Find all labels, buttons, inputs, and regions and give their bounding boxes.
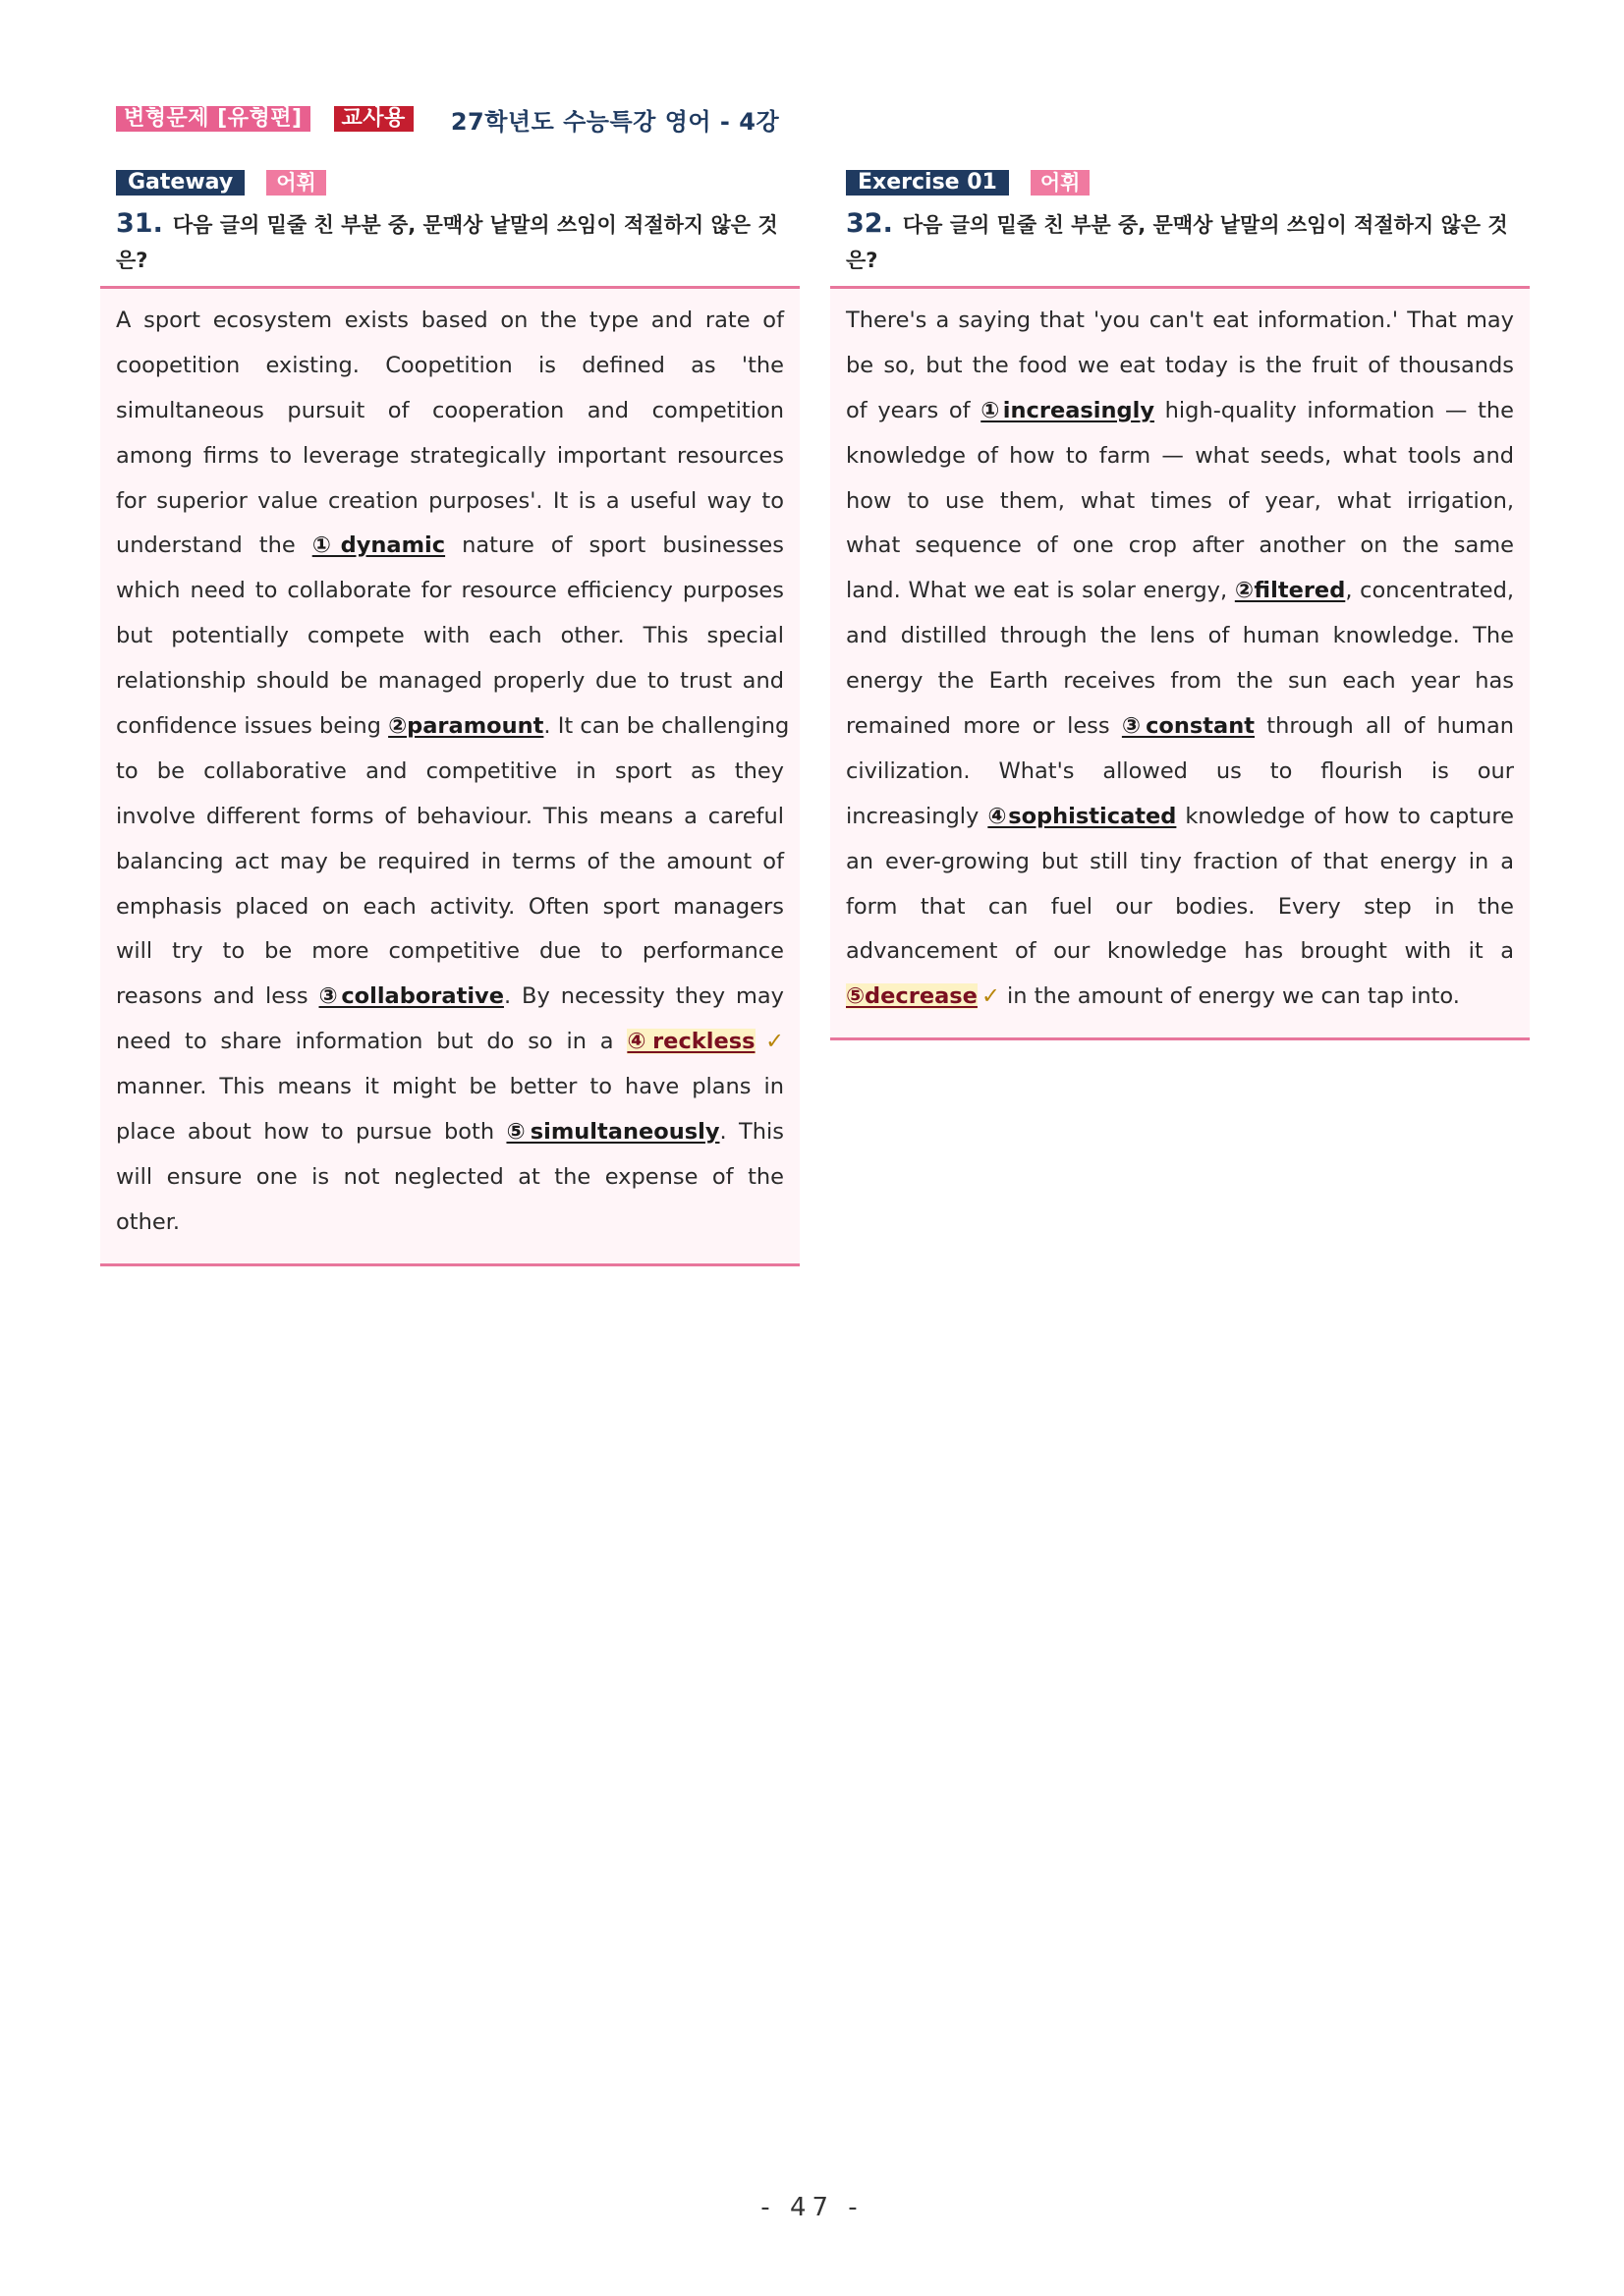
passage-line xyxy=(846,569,1514,614)
passage-line xyxy=(846,479,1514,525)
passage-text: be so, but the food we eat today is the fruit of thousands xyxy=(846,352,1514,378)
check-icon: ✓ xyxy=(980,983,1000,1010)
passage-line xyxy=(846,299,1514,344)
passage-line xyxy=(116,750,784,795)
passage-text: knowledge of how to capture xyxy=(1176,803,1514,829)
underlined-word: ③constant xyxy=(1121,713,1256,740)
passage-line xyxy=(846,750,1514,795)
passage-text: relationship should be managed properly due to trust and xyxy=(116,668,784,695)
type-tag: 변형문제 [유형편] xyxy=(116,106,310,132)
passage-text: among firms to leverage strategically important resources xyxy=(116,442,784,469)
teacher-tag: 교사용 xyxy=(334,106,414,132)
passage-text: need to share information but do so in a xyxy=(116,1029,628,1055)
passage-line xyxy=(846,929,1514,975)
passage-text: of years of xyxy=(846,397,981,423)
right-column xyxy=(830,169,1530,1040)
right-label-row xyxy=(846,169,1530,196)
passage-line xyxy=(846,659,1514,704)
passage-line xyxy=(116,569,784,614)
passage-line xyxy=(116,659,784,704)
passage-line xyxy=(846,975,1514,1020)
right-category-label: 어휘 xyxy=(1031,170,1091,196)
passage-line xyxy=(116,795,784,840)
underlined-word: ①dynamic xyxy=(311,532,446,559)
question-text: 다음 글의 밑줄 친 부분 중, 문맥상 낱말의 쓰임이 적절하지 않은 것은? xyxy=(116,213,778,272)
passage-text: remained more or less xyxy=(846,713,1122,740)
passage-line xyxy=(116,1155,784,1201)
check-icon: ✓ xyxy=(758,1029,784,1055)
passage-line xyxy=(116,704,790,750)
passage-text: to be collaborative and competitive in sport as they xyxy=(116,757,784,784)
passage-text: simultaneous pursuit of cooperation and competition xyxy=(116,397,784,423)
passage-line xyxy=(846,885,1514,930)
answer-word: ④reckless xyxy=(627,1029,756,1055)
passage-32 xyxy=(830,286,1530,1040)
passage-text: what sequence of one crop after another on the same xyxy=(846,532,1514,559)
passage-line xyxy=(116,929,784,975)
passage-text: civilization. What's allowed us to flourish is our xyxy=(846,757,1514,784)
passage-line xyxy=(116,1110,784,1155)
passage-text: . It can be challenging xyxy=(543,713,790,740)
passage-text: nature of sport businesses xyxy=(445,532,785,559)
passage-text: land. What we eat is solar energy, xyxy=(846,578,1235,604)
passage-text: in the amount of energy we can tap into. xyxy=(999,983,1460,1010)
passage-line xyxy=(116,975,784,1020)
question-number: 32. xyxy=(846,208,893,239)
passage-line xyxy=(846,795,1514,840)
passage-text: will try to be more competitive due to performance xyxy=(116,938,784,965)
passage-text: place about how to pursue both xyxy=(116,1119,507,1146)
passage-line xyxy=(116,524,784,569)
underlined-word: ②filtered xyxy=(1234,578,1346,604)
passage-text: increasingly xyxy=(846,803,988,829)
passage-text: high-quality information — the xyxy=(1154,397,1515,423)
passage-text: which need to collaborate for resource efficiency purposes xyxy=(116,578,784,604)
passage-line xyxy=(116,299,784,344)
exercise-label: Exercise 01 xyxy=(846,170,1009,196)
passage-line xyxy=(846,704,1514,750)
underlined-word: ②paramount xyxy=(388,713,544,740)
passage-line xyxy=(116,479,784,525)
passage-text: manner. This means it might be better to have plans in xyxy=(116,1074,784,1100)
passage-line xyxy=(116,840,784,885)
passage-line xyxy=(846,614,1514,659)
passage-text: energy the Earth receives from the sun each year has xyxy=(846,668,1514,695)
left-category-label: 어휘 xyxy=(266,170,326,196)
passage-text: , concentrated, xyxy=(1345,578,1515,604)
passage-line xyxy=(846,389,1514,434)
passage-text: other. xyxy=(116,1208,181,1235)
passage-text: involve different forms of behaviour. This means a careful xyxy=(116,803,784,829)
passage-line xyxy=(116,1065,784,1110)
passage-line xyxy=(116,1020,784,1065)
passage-line xyxy=(846,434,1514,479)
question-31 xyxy=(116,206,800,278)
passage-line xyxy=(846,524,1514,569)
passage-text: advancement of our knowledge has brought with it a xyxy=(846,938,1514,965)
page-header xyxy=(116,104,779,134)
underlined-word: ④sophisticated xyxy=(987,803,1177,829)
underlined-word: ①increasingly xyxy=(980,397,1154,423)
underlined-word: ③collaborative xyxy=(318,983,504,1010)
passage-line xyxy=(846,840,1514,885)
answer-word: ⑤decrease xyxy=(846,983,978,1010)
passage-text: A sport ecosystem exists based on the type and rate of xyxy=(116,308,784,333)
passage-text: but potentially compete with each other. This special xyxy=(116,623,784,649)
passage-line xyxy=(116,344,784,389)
passage-text: understand the xyxy=(116,532,312,559)
passage-line xyxy=(116,614,784,659)
passage-text: reasons and less xyxy=(116,983,319,1010)
question-32 xyxy=(846,206,1530,278)
passage-text: how to use them, what times of year, what irrigation, xyxy=(846,487,1514,514)
passage-text: form that can fuel our bodies. Every step in the xyxy=(846,893,1514,920)
passage-text: will ensure one is not neglected at the expense of the xyxy=(116,1163,784,1190)
passage-line xyxy=(116,434,784,479)
underlined-word: ⑤simultaneously xyxy=(506,1119,720,1146)
document-title: 27학년도 수능특강 영어 - 4강 xyxy=(450,107,780,136)
passage-31 xyxy=(100,286,800,1266)
passage-text: . By necessity they may xyxy=(503,983,784,1010)
passage-text: for superior value creation purposes'. It is a useful way to xyxy=(116,487,784,514)
left-label-row xyxy=(116,169,800,196)
gateway-label: Gateway xyxy=(116,170,245,196)
question-number: 31. xyxy=(116,208,163,239)
passage-text: knowledge of how to farm — what seeds, what tools and xyxy=(846,442,1514,469)
passage-text: There's a saying that 'you can't eat information.' That may xyxy=(846,308,1514,333)
passage-text: emphasis placed on each activity. Often sport managers xyxy=(116,893,784,920)
passage-text: confidence issues being xyxy=(116,713,389,740)
passage-text: through all of human xyxy=(1255,713,1515,740)
passage-line xyxy=(116,389,784,434)
left-column xyxy=(100,169,800,1266)
passage-text: balancing act may be required in terms of the amount of xyxy=(116,848,784,874)
passage-text: coopetition existing. Coopetition is defined as 'the xyxy=(116,352,784,378)
passage-text: an ever-growing but still tiny fraction of that energy in a xyxy=(846,848,1514,874)
passage-line xyxy=(116,885,784,930)
page-number: - 47 - xyxy=(760,2193,864,2222)
passage-line xyxy=(846,344,1514,389)
passage-text: . This xyxy=(719,1119,784,1146)
passage-text: and distilled through the lens of human knowledge. The xyxy=(846,623,1514,649)
question-text: 다음 글의 밑줄 친 부분 중, 문맥상 낱말의 쓰임이 적절하지 않은 것은? xyxy=(846,213,1508,272)
passage-line xyxy=(116,1201,784,1246)
